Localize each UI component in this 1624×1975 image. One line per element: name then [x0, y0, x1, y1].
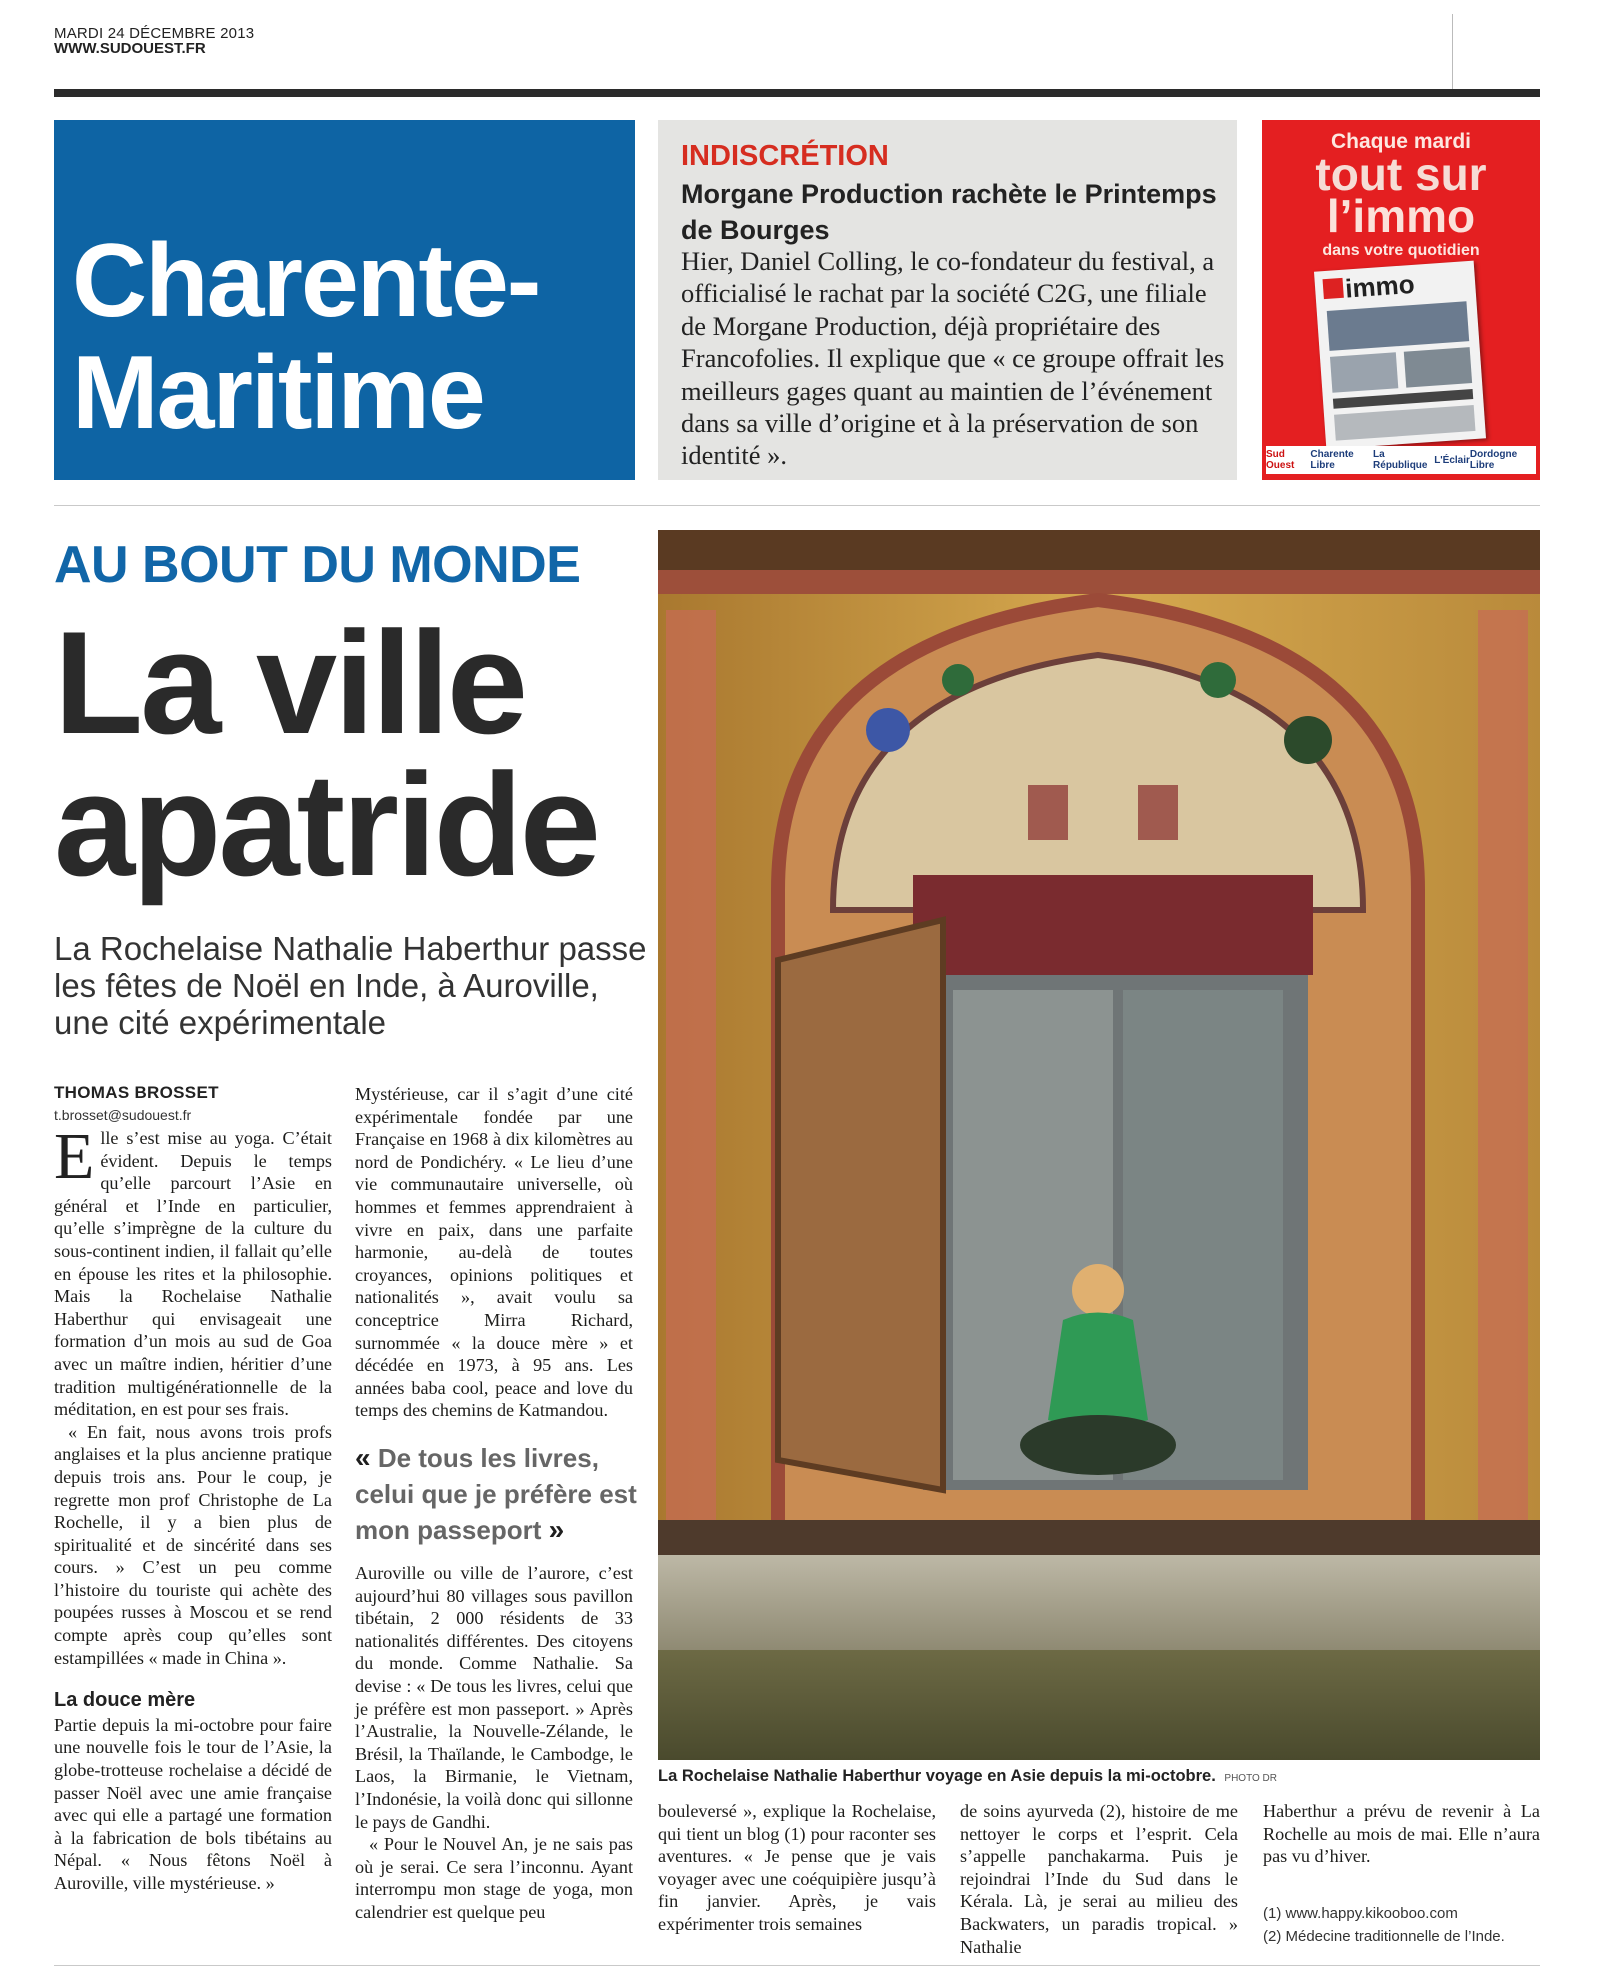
photo-icon-panel	[1138, 785, 1178, 840]
photo-caption	[658, 1767, 1277, 1786]
ad-magazine-photo	[1327, 301, 1469, 351]
photo-credit: PHOTO DR	[1224, 1773, 1278, 1784]
article-paragraph: Partie depuis la mi-octobre pour faire une nouvelle fois le tour de l’Asie, la globe-trotteuse rochelaise a décidé de passer Noël avec une amie française avec qui elle a partagé une formation à la fabrication de bols tibétains au Népal. « Nous fêtons Noël à Auroville, ville mystérieuse. »	[54, 1714, 332, 1893]
ad-magazine-text	[1334, 405, 1475, 441]
section-title	[72, 225, 539, 449]
photo-ground	[658, 1650, 1540, 1760]
ad-magazine-photo	[1404, 347, 1472, 388]
footnotes	[1263, 1902, 1505, 1948]
photo-person-head	[1072, 1264, 1124, 1316]
indiscretion-body: Hier, Daniel Colling, le co-fondateur du festival, a officialisé le rachat par la société C2G, une filiale de Morgane Production, déjà propriétaire des Francofolies. Il explique que « ce groupe offrait les meilleurs gages quant au maintien de l’événement dans sa ville d’origine et à la préservation de son identité ».	[681, 246, 1225, 471]
photo-right-pillar	[1478, 610, 1528, 1650]
footnote-blog[interactable]: (1) www.happy.kikooboo.com	[1263, 1905, 1458, 1922]
photo-icon-panel	[1028, 785, 1068, 840]
ad-paper-name: Sud Ouest	[1266, 449, 1295, 471]
ad-line-2: tout sur	[1315, 148, 1487, 200]
ad-paper-name: La République	[1373, 449, 1428, 471]
photo-frieze	[658, 570, 1540, 594]
temple-door-photo	[658, 530, 1540, 1760]
pull-quote	[355, 1440, 645, 1548]
photo-flower-decoration	[1284, 716, 1332, 764]
author-byline: THOMAS BROSSET	[54, 1083, 219, 1102]
article-column-3	[658, 1800, 936, 1936]
ad-newspaper-strip	[1266, 446, 1536, 474]
headline-line2: apatride	[54, 743, 598, 906]
article-paragraph: « Pour le Nouvel An, je ne sais pas où je serai. Ce sera l’inconnu. Ayant interrompu mon stage de yoga, mon calendrier est quelque peu	[355, 1834, 633, 1922]
indiscretion-kicker: INDISCRÉTION	[681, 140, 889, 172]
page-date: MARDI 24 DÉCEMBRE 2013	[54, 25, 255, 42]
ad-line-1: Chaque mardi	[1330, 130, 1472, 153]
article-paragraph: « En fait, nous avons trois profs anglaises et la plus ancienne pratique depuis trois ans. Pour le coup, je regrette mon prof Christophe de La Rochelle, il y a bien plus de spiritualité et de sincérité dans ses cours. » C’est un peu comme l’histoire du touriste qui achète des poupées russes à Moscou et se rend compte après coup qu’elles sont estampillées « made in China ».	[54, 1421, 332, 1668]
bottom-rule	[54, 1965, 1540, 1966]
article-standfirst: La Rochelaise Nathalie Haberthur passe les fêtes de Noël en Inde, à Auroville, une cité expérimentale	[54, 930, 647, 1041]
article-column-5	[1263, 1800, 1540, 1868]
author-email[interactable]: t.brosset@sudouest.fr	[54, 1107, 192, 1123]
article-paragraph: Haberthur a prévu de revenir à La Rochelle au mois de mai. Elle n’aura pas vu d’hiver.	[1263, 1801, 1540, 1867]
section-divider	[54, 505, 1540, 506]
ad-paper-name: Charente Libre	[1310, 449, 1354, 471]
ad-line-4: dans votre quotidien	[1322, 242, 1480, 259]
caption-text: La Rochelaise Nathalie Haberthur voyage en Asie depuis la mi-octobre.	[658, 1767, 1216, 1785]
footnote-ayurveda: (2) Médecine traditionnelle de l’Inde.	[1263, 1928, 1505, 1945]
ad-paper-name: Dordogne Libre	[1469, 449, 1518, 471]
headline-line1: La ville	[54, 601, 526, 764]
photo-open-shutter	[778, 920, 943, 1490]
article-subhead: La douce mère	[54, 1689, 196, 1712]
photo-door-lintel	[913, 875, 1313, 975]
article-paragraph: de soins ayurveda (2), histoire de me nettoyer le corps et l’esprit. Cela s’appelle panchakarma. Puis je rejoindrai l’Inde du Sud dans le Kérala. Là, je serai au milieu des Backwaters, un paradis tropical. » Nathalie	[960, 1801, 1238, 1957]
article-column-1	[54, 1120, 332, 1895]
article-photo	[658, 530, 1540, 1760]
indiscretion-box	[658, 120, 1237, 480]
header-divider	[1452, 14, 1453, 90]
photo-flower-decoration	[866, 708, 910, 752]
drop-cap: E	[54, 1120, 95, 1193]
paragraph-text: lle s’est mise au yoga. C’était évident. Depuis le temps qu’elle parcourt l’Asie en général et l’Inde en particulier, qu’elle s’imprègne de la culture du sous-continent indien, il fallait qu’elle en épouse les rites et la philosophie. Mais la Rochelaise Nathalie Haberthur qui envisageait une formation d’un mois au sud de Goa avec un maître indien, héritier d’une tradition multigénérationnelle de la méditation, en est pour ses frais.	[54, 1128, 332, 1420]
photo-person-body	[1048, 1313, 1148, 1428]
photo-cornice	[658, 530, 1540, 570]
pull-quote-close-mark: »	[548, 1514, 565, 1545]
ad-line-3: l’immo	[1326, 190, 1476, 242]
section-title-line2: Maritime	[72, 335, 484, 451]
article-column-2b	[355, 1562, 633, 1924]
photo-door-right	[1123, 990, 1283, 1480]
photo-flower-decoration	[942, 664, 974, 696]
ad-magazine-image	[1314, 261, 1486, 450]
ad-magazine-logo-mark	[1323, 278, 1344, 299]
ad-magazine-photo	[1330, 352, 1398, 393]
photo-floor	[658, 1555, 1540, 1650]
indiscretion-headline: Morgane Production rachète le Printemps de Bourges	[681, 179, 1217, 245]
article-column-4	[960, 1800, 1238, 1958]
photo-step	[658, 1520, 1540, 1555]
immo-advertisement[interactable]	[1262, 120, 1540, 480]
section-panel	[54, 120, 635, 480]
photo-flower-decoration	[1200, 662, 1236, 698]
site-url[interactable]: WWW.SUDOUEST.FR	[54, 40, 206, 57]
header-rule	[54, 89, 1540, 97]
article-paragraph	[54, 1120, 332, 1421]
article-kicker: AU BOUT DU MONDE	[54, 536, 581, 594]
ad-paper-name: L'Éclair	[1434, 454, 1470, 466]
photo-left-pillar	[666, 610, 716, 1650]
pull-quote-text: De tous les livres, celui que je préfère est mon passeport	[355, 1443, 637, 1545]
photo-person-legs	[1020, 1415, 1176, 1475]
article-column-2	[355, 1083, 633, 1422]
ad-magazine-brand: immo	[1344, 268, 1416, 304]
article-paragraph: Auroville ou ville de l’aurore, c’est aujourd’hui 80 villages sous pavillon tibétain, 2 000 résidents de 33 nationalités différentes. Des citoyens du monde. Comme Nathalie. Sa devise : « De tous les livres, celui que je préfère est mon passeport. » Après l’Australie, la Nouvelle-Zélande, le Brésil, la Thaïlande, le Cambodge, le Laos, la Birmanie, le Vietnam, l’Indonésie, la voilà donc qui sillonne le pays de Gandhi.	[355, 1563, 633, 1832]
pull-quote-open-mark: «	[355, 1442, 371, 1473]
section-title-line1: Charente-	[72, 223, 540, 339]
article-paragraph: Mystérieuse, car il s’agit d’une cité expérimentale fondée par une Française en 1968 à dix kilomètres au nord de Pondichéry. « Le lieu d’une vie communautaire universelle, où hommes et femmes apprendraient à vivre en paix, dans une parfaite harmonie, au-delà de toutes croyances, opinions politiques et nationalités », avait voulu sa conceptrice Mirra Richard, surnommée « la douce mère » et décédée en 1973, à 95 ans. Les années baba cool, peace and love du temps des chemins de Katmandou.	[355, 1084, 633, 1421]
article-headline	[54, 601, 654, 906]
article-paragraph: bouleversé », explique la Rochelaise, qui tient un blog (1) pour raconter ses aventures. « Je pense que je vais voyager avec une coéquipière jusqu’à fin janvier. Après, je vais expérimenter trois semaines	[658, 1801, 936, 1934]
